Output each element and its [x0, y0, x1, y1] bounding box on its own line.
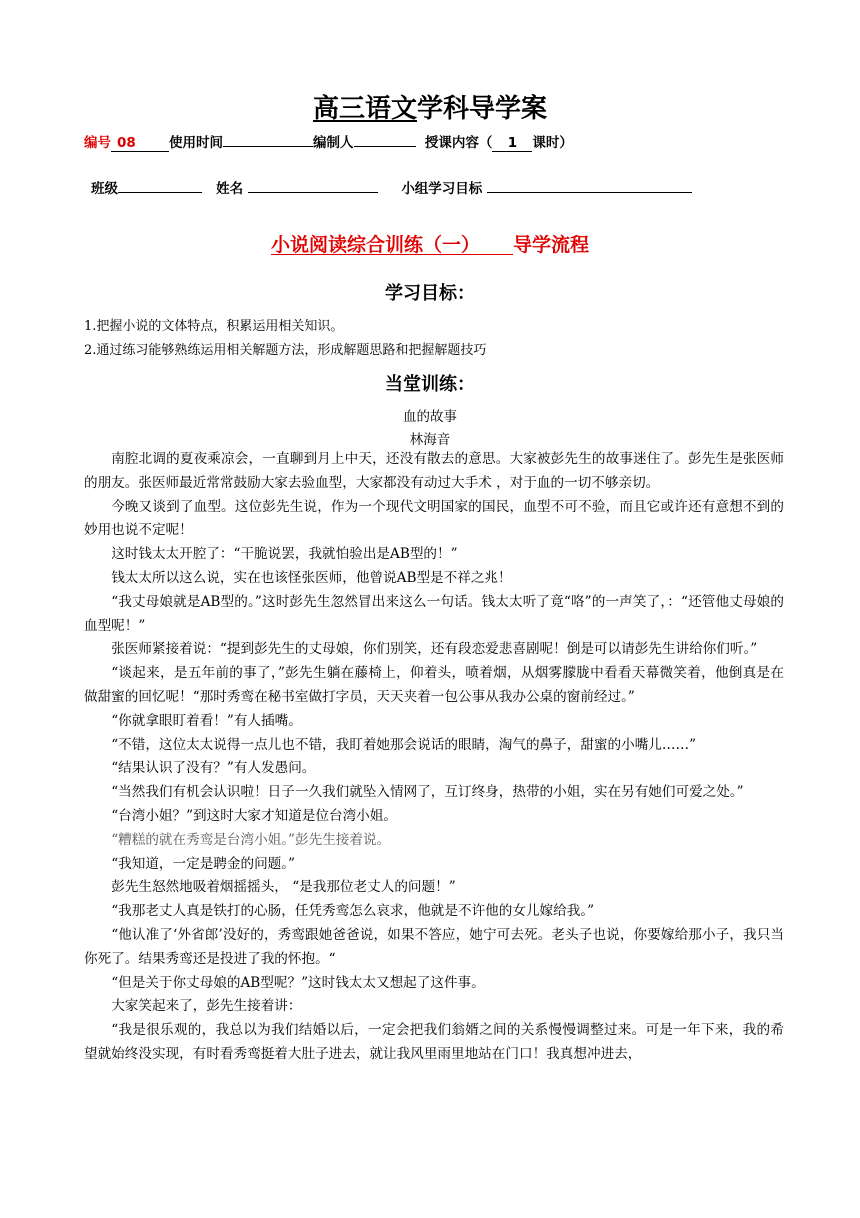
story-paragraph: “他认准了‘外省郎’没好的，秀鸾跟她爸爸说，如果不答应，她宁可去死。老头子也说，你要嫁给那小子，我只当你死了。结果秀鸾还是投进了我的怀抱。“: [84, 926, 784, 967]
editor-field[interactable]: [354, 132, 416, 147]
goal-item-2: 2.通过练习能够熟练运用相关解题方法，形成解题思路和把握解题技巧: [84, 343, 487, 358]
section-title: [0, 230, 860, 257]
story-paragraph: 彭先生怒然地吸着烟摇摇头， “是我那位老丈人的问题！”: [111, 879, 456, 896]
class-hours-suffix: 课时）: [532, 135, 573, 151]
section-title-rest: 导学流程: [513, 234, 590, 256]
story-paragraph: “谈起来，是五年前的事了，”彭先生躺在藤椅上，仰着头，喷着烟，从烟雾朦胧中看看天幕微笑着，他倒真是在做甜蜜的回忆呢！“那时秀鸾在秘书室做打字员，天天夹着一包公事从我办公桌的窗前经过。”: [84, 665, 784, 705]
content-label: 授课内容（: [424, 135, 493, 151]
name-field[interactable]: [248, 178, 378, 193]
story-paragraph: “我那老丈人真是铁打的心肠，任凭秀鸾怎么哀求，他就是不许他的女儿嫁给我。”: [111, 903, 595, 920]
goal-item-1: 1.把握小说的文体特点，积累运用相关知识。: [84, 319, 344, 334]
goals-heading: 学习目标：: [385, 283, 475, 304]
section-title-underlined: 小说阅读综合训练（一）: [270, 234, 480, 256]
editor-label: 编制人: [313, 135, 354, 151]
story-paragraph: 张医师紧接着说：“提到彭先生的丈母娘，你们别笑，还有段恋爱悲喜剧呢！倒是可以请彭先生讲给你们听。”: [111, 641, 758, 658]
story-paragraph: “台湾小姐？”到这时大家才知道是位台湾小姐。: [111, 807, 397, 824]
title-underlined: 高三语文: [312, 94, 417, 124]
class-field[interactable]: [118, 178, 202, 193]
story-paragraph: “我知道，一定是聘金的问题。”: [111, 855, 296, 872]
story-paragraph: 今晚又谈到了血型。这位彭先生说，作为一个现代文明国家的国民，血型不可不验，而且它或许还有意想不到的妙用也说不定呢！: [84, 498, 784, 539]
story-paragraph: “我丈母娘就是AB型的。”这时彭先生忽然冒出来这么一句话。钱太太听了竟“咯”的一声笑了，：“还管他丈母娘的血型呢！”: [84, 593, 784, 634]
class-label: 班级: [91, 181, 118, 197]
group-goal-label: 小组学习目标: [401, 181, 483, 197]
story-paragraph: “我是很乐观的，我总以为我们结婚以后，一定会把我们翁婿之间的关系慢慢调整过来。可是一年下来，我的希望就始终没实现，有时看秀鸾挺着大肚子进去，就让我风里雨里地站在门口！我真想冲进去，: [84, 1022, 784, 1062]
group-goal-field[interactable]: [487, 178, 692, 193]
story-author: 林海音: [409, 432, 451, 448]
meta-row: [84, 131, 573, 152]
story-paragraph: 南腔北调的夏夜乘凉会，一直聊到月上中天，还没有散去的意思。大家被彭先生的故事迷住了。彭先生是张医师的朋友。张医师最近常常鼓励大家去验血型，大家都没有动过大手术 ，对于血的一切不够亲切。: [84, 451, 784, 491]
class-hours-value[interactable]: 1: [492, 135, 532, 152]
use-time-label: 使用时间: [169, 135, 223, 151]
story-paragraph: “不错，这位太太说得一点儿也不错，我盯着她那会说话的眼睛，淘气的鼻子，甜蜜的小嘴儿……”: [111, 736, 697, 753]
use-time-field[interactable]: [223, 132, 313, 147]
page-title: [0, 88, 860, 125]
story-paragraph: “当然我们有机会认识啦！日子一久我们就坠入情网了，互订终身，热带的小姐，实在另有她们可爱之处。”: [111, 784, 744, 801]
story-paragraph: “结果认识了没有？”有人发愚问。: [111, 760, 316, 777]
story-paragraph: 这时钱太太开腔了：“干脆说罢，我就怕验出是AB型的！”: [111, 546, 458, 563]
story-body: [84, 448, 784, 1067]
name-label: 姓名: [216, 181, 244, 197]
story-paragraph: 钱太太所以这么说，实在也该怪张医师，他曾说AB型是不祥之兆！: [111, 569, 512, 586]
student-info-row: [91, 177, 692, 197]
story-paragraph: “但是关于你丈母娘的AB型呢？”这时钱太太又想起了这件事。: [111, 974, 485, 991]
story-paragraph: “你就拿眼盯着看！”有人插嘴。: [111, 712, 302, 729]
number-label: 编号: [84, 135, 111, 151]
number-value[interactable]: 08: [111, 135, 169, 152]
title-rest: 学科导学案: [417, 94, 548, 124]
story-paragraph: 大家笑起来了，彭先生接着讲：: [111, 998, 302, 1015]
practice-heading: 当堂训练：: [385, 374, 475, 395]
story-paragraph: “糟糕的就在秀鸾是台湾小姐。”彭先生接着说。: [111, 831, 391, 848]
story-title: 血的故事: [403, 409, 457, 425]
